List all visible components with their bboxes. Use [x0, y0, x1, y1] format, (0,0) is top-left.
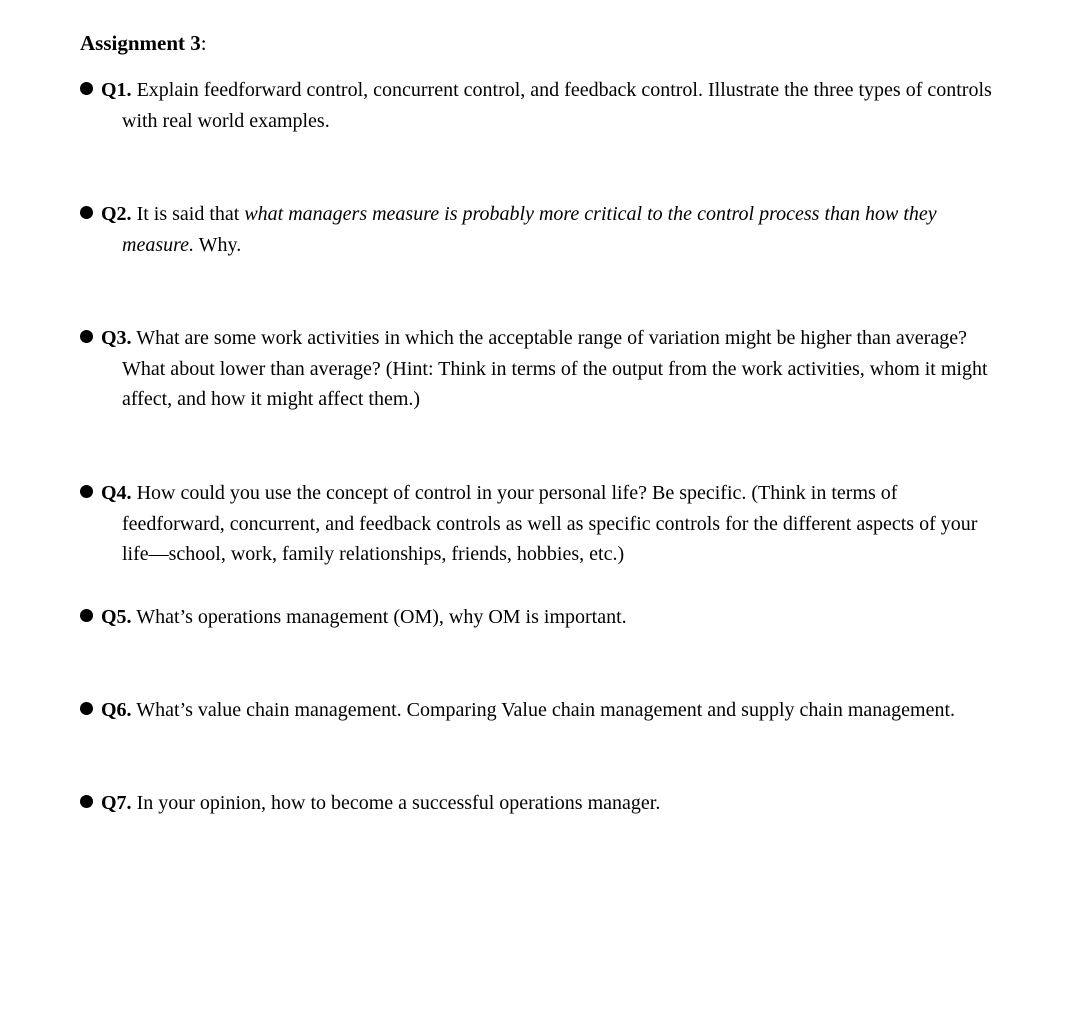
question-item-q7	[80, 788, 1000, 819]
question-number: Q7.	[101, 792, 132, 814]
question-number: Q5.	[101, 606, 132, 628]
question-text-before: It is said that	[136, 203, 240, 225]
question-item-q1	[80, 75, 1000, 136]
question-text: How could you use the concept of control in your personal life? Be specific. (Think in terms of feedforward, concurrent, and feedback controls as well as specific controls for the different aspects of your life—school, work, family relationships, friends, hobbies, etc.)	[122, 482, 978, 565]
question-text: In your opinion, how to become a successful operations manager.	[136, 792, 661, 814]
question-number: Q6.	[101, 699, 132, 721]
assignment-title	[80, 28, 207, 58]
question-text: Explain feedforward control, concurrent control, and feedback control. Illustrate the three types of controls with real world examples.	[122, 79, 992, 132]
assignment-title-suffix: :	[200, 31, 207, 55]
bullet-icon	[80, 609, 93, 622]
question-item-q3	[80, 323, 1000, 415]
bullet-icon	[80, 702, 93, 715]
question-number: Q3.	[101, 327, 132, 349]
question-text: What are some work activities in which the acceptable range of variation might be higher than average? What about lower than average? (Hint: Think in terms of the output from the work activities, whom it might affect, and how it might affect them.)	[122, 327, 988, 410]
bullet-icon	[80, 485, 93, 498]
question-text-italic: what managers measure is probably more critical to the control process than how they measure.	[122, 203, 937, 256]
question-text-after: Why.	[198, 233, 242, 256]
question-item-q6	[80, 695, 1000, 726]
question-item-q4	[80, 478, 1000, 570]
bullet-icon	[80, 206, 93, 219]
question-number: Q1.	[101, 79, 132, 101]
question-item-q5	[80, 602, 1000, 633]
question-text: What’s operations management (OM), why OM is important.	[136, 606, 627, 628]
question-number: Q4.	[101, 482, 132, 504]
assignment-title-label: Assignment 3	[80, 31, 201, 55]
question-text: What’s value chain management. Comparing Value chain management and supply chain management.	[136, 699, 956, 721]
question-item-q2	[80, 199, 1000, 260]
bullet-icon	[80, 330, 93, 343]
bullet-icon	[80, 795, 93, 808]
question-number: Q2.	[101, 203, 132, 225]
bullet-icon	[80, 82, 93, 95]
